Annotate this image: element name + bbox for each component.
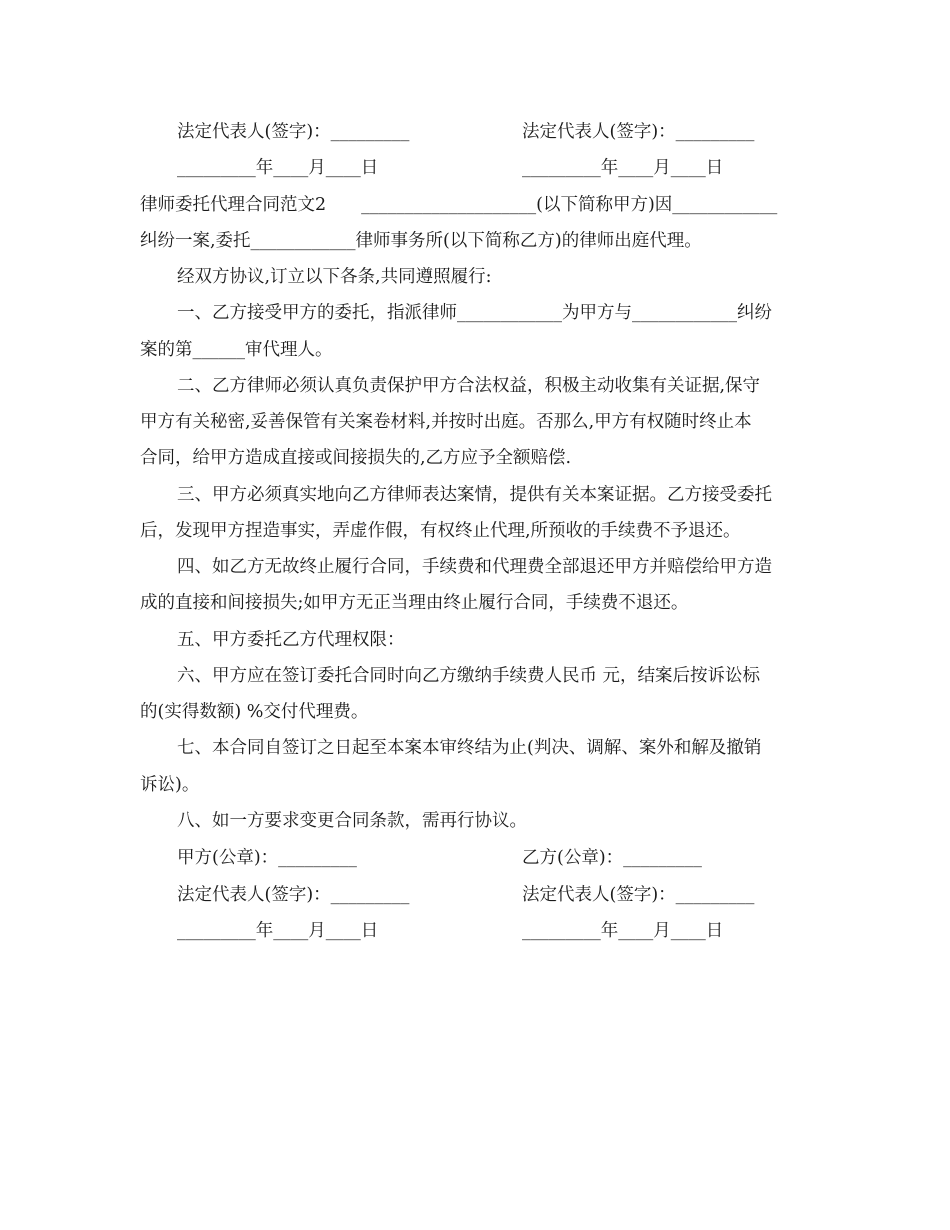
clause-3-line-1: 三、甲方必须真实地向乙方律师表达案情，提供有关本案证据。乙方接受委托	[177, 485, 772, 505]
legal-rep-signature-right: 法定代表人(签字)：_________	[522, 122, 755, 142]
contract-title-line: 律师委托代理合同范文2 ____________________(以下简称甲方)因____________	[140, 195, 778, 215]
clause-8: 八、如一方要求变更合同条款，需再行协议。	[177, 811, 527, 831]
clause-1-line-2: 案的第______审代理人。	[140, 340, 333, 360]
clause-7-line-1: 七、本合同自签订之日起至本案本审终结为止(判决、调解、案外和解及撤销	[177, 738, 762, 758]
contract-line-2: 纠纷一案,委托____________律师事务所(以下简称乙方)的律师出庭代理。	[140, 231, 702, 251]
clause-6-line-1: 六、甲方应在签订委托合同时向乙方缴纳手续费人民币 元，结案后按诉讼标	[177, 666, 761, 686]
signature-date-right: _________年____月____日	[522, 158, 724, 178]
signature-date-right-bottom: _________年____月____日	[522, 921, 724, 941]
legal-rep-signature-left-bottom: 法定代表人(签字)：_________	[177, 885, 410, 905]
clause-6-line-2: 的(实得数额) %交付代理费。	[140, 702, 369, 722]
clause-3-line-2: 后，发现甲方捏造事实，弄虚作假，有权终止代理,所预收的手续费不予退还。	[140, 521, 741, 541]
party-b-seal: 乙方(公章)：_________	[522, 848, 702, 868]
party-a-seal: 甲方(公章)：_________	[177, 848, 357, 868]
signature-date-left: _________年____月____日	[177, 158, 379, 178]
clause-1-line-1: 一、乙方接受甲方的委托，指派律师____________为甲方与____________纠纷	[177, 303, 772, 323]
clause-2-line-2: 甲方有关秘密,妥善保管有关案卷材料,并按时出庭。否那么,甲方有权随时终止本	[140, 412, 752, 432]
clause-2-line-1: 二、乙方律师必须认真负责保护甲方合法权益，积极主动收集有关证据,保守	[177, 376, 761, 396]
clause-2-line-3: 合同，给甲方造成直接或间接损失的,乙方应予全额赔偿.	[140, 448, 572, 468]
clause-4-line-2: 成的直接和间接损失;如甲方无正当理由终止履行合同，手续费不退还。	[140, 593, 689, 613]
legal-rep-signature-right-bottom: 法定代表人(签字)：_________	[522, 885, 755, 905]
legal-rep-signature-left: 法定代表人(签字)：_________	[177, 122, 410, 142]
contract-intro: 经双方协议,订立以下各条,共同遵照履行:	[177, 267, 492, 287]
signature-date-left-bottom: _________年____月____日	[177, 921, 379, 941]
clause-4-line-1: 四、如乙方无故终止履行合同，手续费和代理费全部退还甲方并赔偿给甲方造	[177, 557, 772, 577]
clause-5: 五、甲方委托乙方代理权限：	[177, 630, 405, 650]
clause-7-line-2: 诉讼)。	[140, 775, 200, 795]
